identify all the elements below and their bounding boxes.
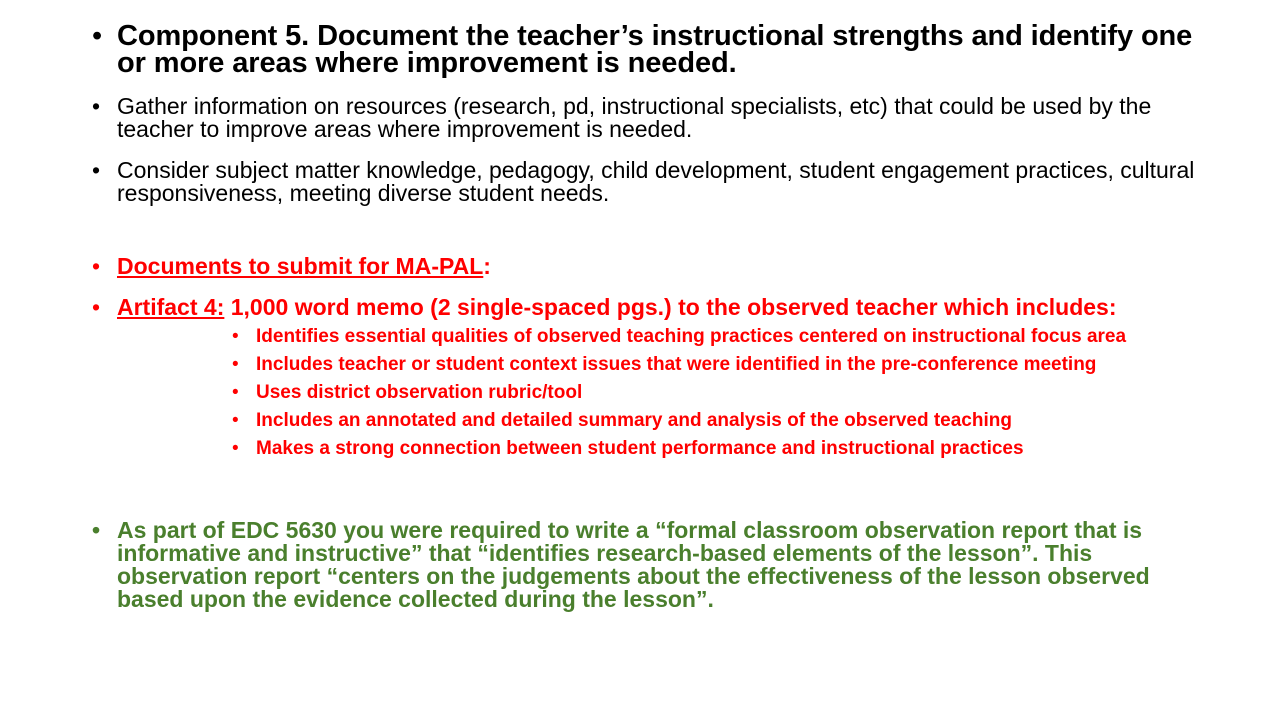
bullet-item-artifact [0, 296, 1280, 319]
edc-note-text: As part of EDC 5630 you were required to write a “formal classroom observation report that is informative and instructive” that “identifies research-based elements of the lesson”. This observation report “centers on the judgements about the effectiveness of the lesson observed based upon the evidence collected during the lesson”. [117, 517, 1150, 612]
bullet-item-resources [0, 95, 1280, 141]
sub-bullet-item [0, 355, 1280, 375]
bullet-item-consider [0, 159, 1280, 205]
component-heading: Component 5. Document the teacher’s instructional strengths and identify one or more areas where improvement is needed. [117, 20, 1193, 79]
bullet-item-documents [0, 255, 1280, 278]
sub-bullet-text: Includes teacher or student context issues that were identified in the pre-conference meeting [256, 354, 1097, 375]
bullet-glyph: • [92, 157, 101, 183]
bullet-glyph: • [92, 294, 101, 320]
artifact-line [117, 296, 1197, 319]
documents-suffix: : [483, 253, 491, 279]
bullet-glyph: • [232, 410, 239, 431]
bullet-glyph: • [92, 93, 101, 119]
sub-bullet-item [0, 327, 1280, 347]
documents-label: Documents to submit for MA-PAL [117, 253, 484, 279]
bullet-glyph: • [232, 354, 239, 375]
documents-line [117, 255, 1197, 278]
bullet-glyph: • [92, 20, 103, 52]
sub-bullet-text: Uses district observation rubric/tool [256, 382, 583, 403]
bullet-glyph: • [232, 382, 239, 403]
sub-bullet-item [0, 411, 1280, 431]
sub-bullet-text: Includes an annotated and detailed summary and analysis of the observed teaching [256, 410, 1012, 431]
sub-bullet-item [0, 439, 1280, 459]
bullet-glyph: • [92, 517, 101, 543]
sub-bullet-text: Identifies essential qualities of observed teaching practices centered on instructional focus area [256, 326, 1127, 347]
bullet-glyph: • [92, 253, 101, 279]
bullet-text: Gather information on resources (research, pd, instructional specialists, etc) that could be used by the teacher to improve areas where improvement is needed. [117, 93, 1152, 142]
bullet-text: Consider subject matter knowledge, pedagogy, child development, student engagement practices, cultural responsiveness, meeting diverse student needs. [117, 157, 1195, 206]
bullet-item-edc-note [0, 519, 1280, 611]
artifact-label: Artifact 4: [117, 294, 225, 320]
heading-item [0, 20, 1280, 79]
bullet-glyph: • [232, 438, 239, 459]
sub-bullet-item [0, 383, 1280, 403]
bullet-glyph: • [232, 326, 239, 347]
artifact-text: 1,000 word memo (2 single-spaced pgs.) to the observed teacher which includes: [224, 294, 1117, 320]
sub-bullet-text: Makes a strong connection between student performance and instructional practices [256, 438, 1024, 459]
